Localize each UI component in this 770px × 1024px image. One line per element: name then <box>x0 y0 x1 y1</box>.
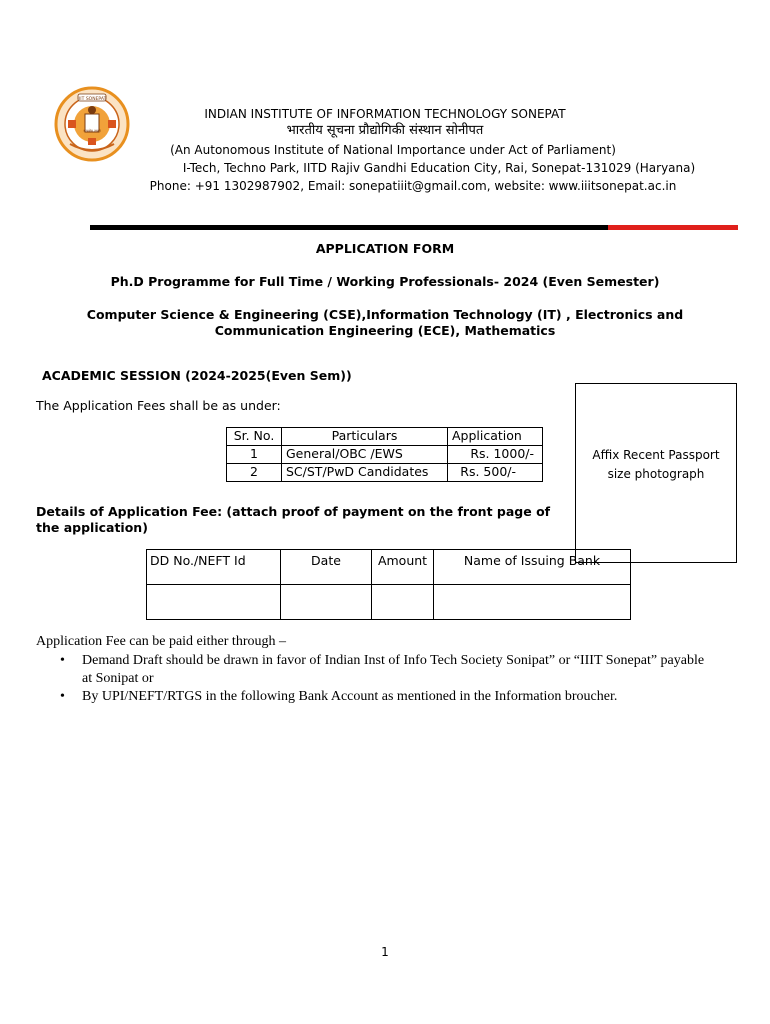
fees-table <box>226 427 543 482</box>
header-amount: Amount <box>372 550 434 585</box>
payment-details-table <box>146 549 631 620</box>
header-rule-black <box>90 225 608 230</box>
issuing-bank-field[interactable] <box>434 585 631 620</box>
photo-instruction-line-2: size photograph <box>607 467 705 481</box>
fees-cell: Rs. 500/- <box>448 464 543 482</box>
table-row <box>147 585 631 620</box>
header-dd-no: DD No./NEFT Id <box>147 550 281 585</box>
photo-box <box>575 383 737 563</box>
fees-header-application: Application <box>448 428 543 446</box>
header-rule-red <box>608 225 738 230</box>
address-line: I-Tech, Techno Park, IITD Rajiv Gandhi Education City, Rai, Sonepat-131029 (Haryana) <box>182 161 696 175</box>
page-number: 1 <box>381 945 389 959</box>
payment-bullet-1 <box>82 652 752 688</box>
fees-cell: SC/ST/PwD Candidates <box>282 464 448 482</box>
payment-intro: Application Fee can be paid either through – <box>36 634 286 649</box>
fees-table-header <box>227 428 543 446</box>
header-date: Date <box>281 550 372 585</box>
fee-details-line-1: Details of Application Fee: (attach proof of payment on the front page of <box>36 504 551 519</box>
bullet-dot-2: • <box>60 689 65 704</box>
programme-title: Ph.D Programme for Full Time / Working Professionals- 2024 (Even Semester) <box>110 274 660 289</box>
fee-details-heading <box>36 504 550 536</box>
fees-intro: The Application Fees shall be as under: <box>36 398 281 413</box>
payment-bullet-1-line-2: at Sonipat or <box>82 671 154 686</box>
payment-bullet-2: By UPI/NEFT/RTGS in the following Bank Account as mentioned in the Information broucher. <box>82 689 618 704</box>
fees-cell: 2 <box>227 464 282 482</box>
logo-banner-text: सत्यमेव जयते <box>83 129 101 133</box>
fees-header-srno: Sr. No. <box>227 428 282 446</box>
form-title: APPLICATION FORM <box>315 241 455 256</box>
table-row <box>227 446 543 464</box>
fees-particular: General/OBC /EWS <box>286 446 403 461</box>
payment-bullet-1-line-1: Demand Draft should be drawn in favor of Indian Inst of Info Tech Society Sonipat” or “IIIT Sonepat” payable <box>82 653 705 668</box>
date-field[interactable] <box>281 585 372 620</box>
table-row <box>227 464 543 482</box>
header-issuing-bank: Name of Issuing Bank <box>434 550 631 585</box>
photo-instruction <box>576 446 736 484</box>
institute-name-hindi: भारतीय सूचना प्रौद्योगिकी संस्थान सोनीपत <box>286 123 484 138</box>
institute-name: INDIAN INSTITUTE OF INFORMATION TECHNOLOGY SONEPAT <box>204 107 566 121</box>
payment-table-header <box>147 550 631 585</box>
logo-top-text: IIIT SONEPAT <box>77 97 107 102</box>
academic-session: ACADEMIC SESSION (2024-2025(Even Sem)) <box>42 368 352 383</box>
amount-field[interactable] <box>372 585 434 620</box>
fees-cell: Rs. 1000/- <box>448 446 543 464</box>
bullet-dot-1: • <box>60 653 65 668</box>
dd-no-field[interactable] <box>147 585 281 620</box>
photo-instruction-line-1: Affix Recent Passport <box>592 448 720 462</box>
fees-cell <box>282 446 448 464</box>
autonomous-line: (An Autonomous Institute of National Importance under Act of Parliament) <box>170 143 616 157</box>
contact-line: Phone: +91 1302987902, Email: sonepatiiit@gmail.com, website: www.iiitsonepat.ac.in <box>149 179 677 193</box>
fees-cell: 1 <box>227 446 282 464</box>
departments-line-2: Communication Engineering (ECE), Mathematics <box>214 323 556 338</box>
fees-header-particulars: Particulars <box>282 428 448 446</box>
fee-details-line-2: the application) <box>36 520 148 535</box>
departments-line-1: Computer Science & Engineering (CSE),Information Technology (IT) , Electronics and <box>86 307 684 322</box>
